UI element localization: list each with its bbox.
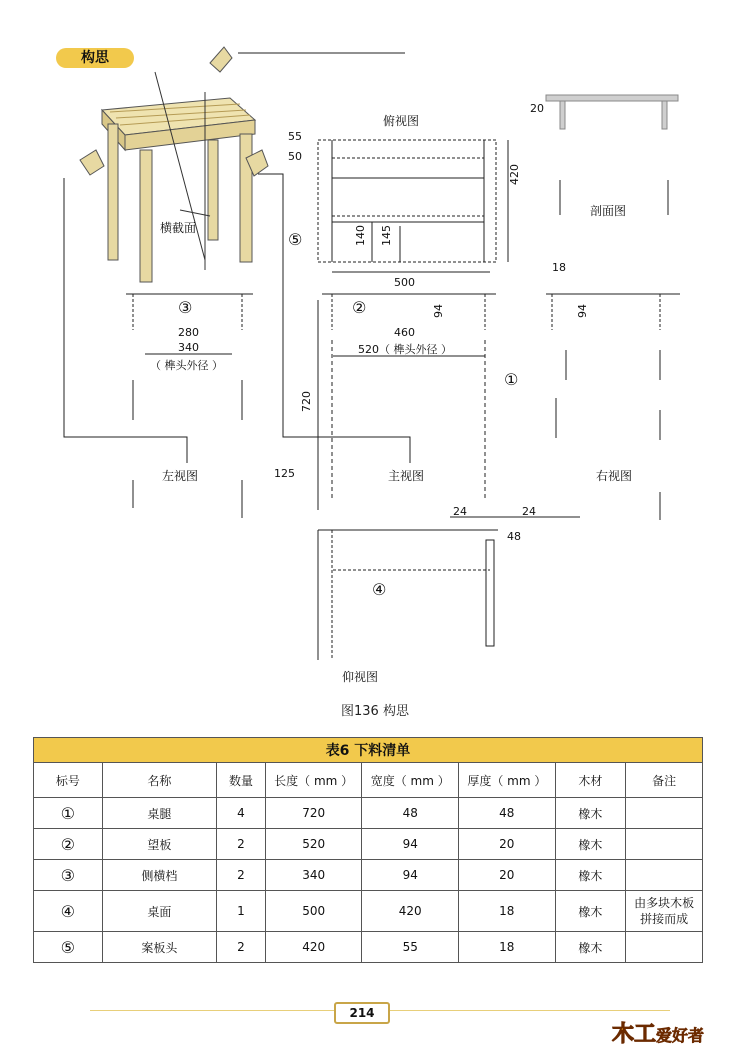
bottom-view-label: 仰视图 — [342, 670, 379, 684]
front-view-label: 主视图 — [388, 469, 425, 483]
dim-50: 50 — [288, 150, 302, 163]
col-header: 厚度（ mm ） — [459, 763, 556, 798]
top-view-drawing — [318, 140, 508, 272]
col-header: 标号 — [34, 763, 103, 798]
table-row — [34, 798, 703, 829]
cell-width: 48 — [362, 798, 459, 829]
cell-qty: 2 — [217, 932, 266, 963]
col-header: 数量 — [217, 763, 266, 798]
dim-720: 720 — [300, 391, 313, 412]
cell-no: ⑤ — [34, 932, 103, 963]
cell-thickness: 20 — [459, 829, 556, 860]
cell-wood: 橡木 — [555, 798, 626, 829]
cell-no: ④ — [34, 891, 103, 932]
cell-wood: 橡木 — [555, 891, 626, 932]
dim-tenon-left: （ 榫头外径 ） — [150, 359, 223, 372]
dim-24-left: 24 — [453, 505, 467, 518]
dim-140: 140 — [354, 225, 367, 246]
dim-24-right: 24 — [522, 505, 536, 518]
cell-thickness: 18 — [459, 891, 556, 932]
logo-part-2: 爱好者 — [656, 1026, 705, 1045]
page-number: 214 — [334, 1002, 390, 1024]
col-header: 木材 — [555, 763, 626, 798]
table-header-row — [34, 763, 703, 798]
dim-520: 520（ 榫头外径 ） — [358, 343, 452, 356]
marker-3: ③ — [178, 298, 193, 317]
cell-width: 55 — [362, 932, 459, 963]
marker-5: ⑤ — [288, 230, 303, 249]
cell-qty: 2 — [217, 829, 266, 860]
section-view-label: 剖面图 — [590, 204, 627, 218]
marker-4: ④ — [372, 580, 387, 599]
left-view-label: 左视图 — [162, 469, 199, 483]
cell-wood: 橡木 — [555, 829, 626, 860]
marker-2: ② — [352, 298, 367, 317]
dim-94-right: 94 — [576, 304, 589, 318]
cell-note: 由多块木板拼接而成 — [626, 891, 703, 932]
cell-no: ③ — [34, 860, 103, 891]
bottom-view-drawing — [318, 530, 498, 660]
dim-340: 340 — [178, 341, 199, 354]
front-view-drawing — [318, 294, 580, 517]
table-row — [34, 932, 703, 963]
right-view-label: 右视图 — [596, 469, 633, 483]
cell-note — [626, 932, 703, 963]
col-header: 宽度（ mm ） — [362, 763, 459, 798]
cell-thickness: 18 — [459, 932, 556, 963]
cell-name: 望板 — [102, 829, 216, 860]
isometric-table — [80, 47, 268, 282]
cell-note — [626, 829, 703, 860]
dim-420: 420 — [508, 164, 521, 185]
cell-qty: 2 — [217, 860, 266, 891]
table-title: 表6 下料清单 — [34, 738, 703, 763]
dim-125: 125 — [274, 467, 295, 480]
table-row — [34, 860, 703, 891]
cell-width: 94 — [362, 860, 459, 891]
cell-length: 340 — [265, 860, 362, 891]
marker-1: ① — [504, 370, 519, 389]
cell-thickness: 48 — [459, 798, 556, 829]
dim-460: 460 — [394, 326, 415, 339]
dim-18: 18 — [552, 261, 566, 274]
cell-name: 侧横档 — [102, 860, 216, 891]
cell-wood: 橡木 — [555, 860, 626, 891]
cell-length: 520 — [265, 829, 362, 860]
cell-note — [626, 860, 703, 891]
cell-length: 500 — [265, 891, 362, 932]
cell-name: 案板头 — [102, 932, 216, 963]
cell-length: 420 — [265, 932, 362, 963]
dim-48: 48 — [507, 530, 521, 543]
table-row — [34, 891, 703, 932]
dim-94-front: 94 — [432, 304, 445, 318]
dim-500: 500 — [394, 276, 415, 289]
cell-length: 720 — [265, 798, 362, 829]
cell-name: 桌腿 — [102, 798, 216, 829]
cell-name: 桌面 — [102, 891, 216, 932]
dim-55: 55 — [288, 130, 302, 143]
cell-wood: 橡木 — [555, 932, 626, 963]
cell-width: 94 — [362, 829, 459, 860]
right-view-drawing — [546, 294, 680, 520]
logo-part-1: 木工 — [612, 1021, 657, 1047]
dim-280: 280 — [178, 326, 199, 339]
publisher-logo — [612, 1017, 727, 1049]
cutting-list-table — [33, 737, 703, 963]
table-row — [34, 829, 703, 860]
cross-section-label: 横截面 — [160, 221, 197, 235]
col-header: 名称 — [102, 763, 216, 798]
col-header: 备注 — [626, 763, 703, 798]
top-view-label: 俯视图 — [383, 114, 420, 128]
cell-thickness: 20 — [459, 860, 556, 891]
section-label: 构思 — [56, 48, 134, 68]
section-view-drawing — [546, 95, 678, 215]
cell-no: ① — [34, 798, 103, 829]
dim-20: 20 — [530, 102, 544, 115]
cell-note — [626, 798, 703, 829]
cell-qty: 1 — [217, 891, 266, 932]
figure-caption: 图136 构思 — [341, 704, 409, 719]
col-header: 长度（ mm ） — [265, 763, 362, 798]
cell-qty: 4 — [217, 798, 266, 829]
cell-width: 420 — [362, 891, 459, 932]
dim-145: 145 — [380, 225, 393, 246]
cell-no: ② — [34, 829, 103, 860]
